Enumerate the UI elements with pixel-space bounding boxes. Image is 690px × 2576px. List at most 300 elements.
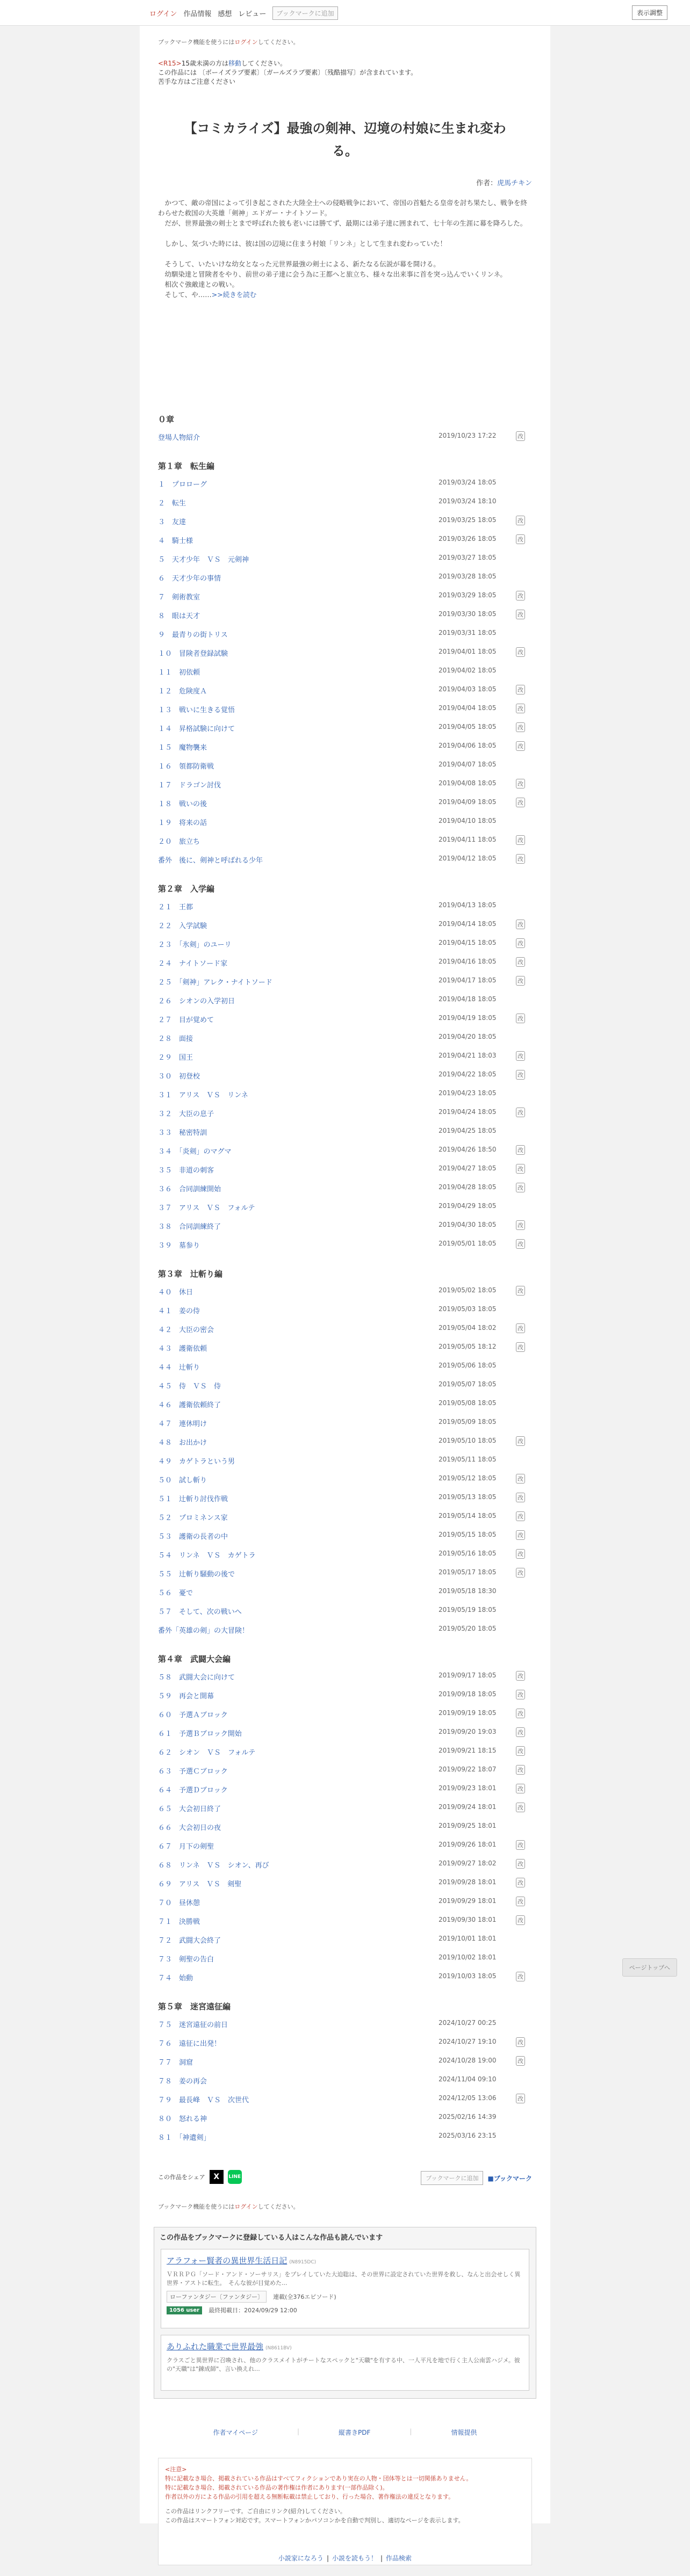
login-link[interactable]: ログイン [149,10,177,18]
episode-link[interactable]: ２２ 入学試験 [158,922,207,930]
revised-badge: 改 [516,1878,525,1887]
episode-link[interactable]: ６２ シオン ＶＳ フォルテ [158,1749,256,1757]
episode-link[interactable]: ４８ お出かけ [158,1439,207,1447]
caution-notice: 苦手な方はご注意ください [158,78,236,85]
episode-row [158,1378,532,1397]
episode-date: 2019/04/03 18:05 [439,685,497,693]
episode-row [158,974,532,993]
episode-row [158,899,532,918]
episode-link[interactable]: ７９ 最長峰 ＶＳ 次世代 [158,2096,249,2104]
episode-row [158,1951,532,1970]
episode-row [158,1857,532,1876]
revised-badge: 改 [516,704,525,713]
episode-date: 2019/05/05 18:12 [439,1343,497,1350]
episode-date: 2019/05/10 18:05 [439,1437,497,1444]
related-works [154,2227,536,2399]
revised-badge: 改 [516,854,525,864]
revised-badge: 改 [516,1342,525,1352]
revised-badge: 改 [516,685,525,694]
episode-date: 2019/09/19 18:05 [439,1709,497,1717]
episode-row [158,1068,532,1087]
episode-date: 2024/11/04 09:10 [439,2075,497,2083]
episode-link[interactable]: ５９ 再会と開幕 [158,1692,214,1701]
chapter-title: 第１章 転生編 [158,461,215,471]
vertical-pdf-link[interactable]: 縦書きPDF [339,2429,371,2436]
footer-link-yomou[interactable]: 小説を読もう！ [332,2555,377,2562]
revised-badge: 改 [516,1474,525,1484]
episode-link[interactable]: ７４ 始動 [158,1974,193,1982]
episode-link[interactable]: １９ 将来の話 [158,819,207,827]
episode-date: 2019/05/11 18:05 [439,1456,497,1463]
episode-link[interactable]: ３９ 墓参り [158,1242,200,1250]
x-share-icon[interactable]: X [210,2170,224,2184]
episode-date: 2019/04/07 18:05 [439,761,497,768]
episode-date: 2019/03/27 18:05 [439,554,497,561]
episode-date: 2019/09/25 18:01 [439,1822,497,1829]
episode-row [158,1322,532,1341]
episode-date: 2019/04/24 18:05 [439,1108,497,1116]
episode-link[interactable]: １６ 領都防衛戦 [158,763,214,771]
line-share-icon[interactable]: LINE [228,2170,242,2184]
episode-row [158,1745,532,1763]
revised-badge: 改 [516,534,525,544]
episode-row [158,1669,532,1688]
revised-badge: 改 [516,1840,525,1850]
top-bar [0,0,690,26]
episode-date: 2019/04/02 18:05 [439,667,497,674]
episode-link[interactable]: ６５ 大会初日終了 [158,1805,221,1813]
revised-badge: 改 [516,976,525,986]
episode-link[interactable]: ４１ 姜の侍 [158,1307,200,1315]
episode-link[interactable]: ７６ 遠征に出発！ [158,2040,221,2048]
synopsis-line: かつて、敵の帝国によって引き起こされた大陸全土への侵略戦争において、帝国の首魁たる皇帝を討ち果たし、戦争を終わらせた救国の大英雄「剣神」エドガー・ナイトソード。 [158,199,528,217]
related-title-link[interactable]: ありふれた職業で世界最強 [167,2342,264,2351]
revised-badge: 改 [516,1014,525,1023]
episode-row [158,1050,532,1068]
revised-badge: 改 [516,1530,525,1540]
revised-badge: 改 [516,2056,525,2066]
episode-row [158,796,532,815]
episode-link[interactable]: ２３ 「氷剣」のユーリ [158,941,232,949]
episode-row [158,570,532,589]
episode-link[interactable]: ７０ 昼休憩 [158,1899,200,1907]
episode-link[interactable]: ７２ 武闘大会終了 [158,1937,221,1945]
episode-date: 2019/04/18 18:05 [439,995,497,1003]
episode-date: 2019/04/21 18:03 [439,1052,497,1059]
episode-date: 2024/10/27 19:10 [439,2038,497,2045]
synopsis-line: 幼馴染達と冒険者をやり、前世の弟子達に会う為に王都へと旅立ち、様々な出来事に首を突っ込んでいくリンネ。 [158,270,507,278]
episode-link[interactable]: ６９ アリス ＶＳ 剣聖 [158,1880,242,1888]
revised-badge: 改 [516,1286,525,1296]
revised-badge: 改 [516,1897,525,1906]
episode-link[interactable]: １２ 危険度Ａ [158,688,207,696]
user-count-badge: 1056 user [167,2306,202,2314]
episode-date: 2019/04/05 18:05 [439,723,497,730]
episode-row [158,1031,532,1050]
display-settings-button[interactable]: 表示調整 [632,5,667,20]
episode-link[interactable]: ２ 転生 [158,500,186,508]
episode-row [158,852,532,871]
episode-date: 2019/09/20 19:03 [439,1728,497,1735]
episode-link[interactable]: ６４ 予選Ｄブロック [158,1786,228,1794]
synopsis-line: しかし、気づいた時には、彼は国の辺境に住まう村娘「リンネ」として生まれ変わっていた！ [158,240,447,248]
episode-link[interactable]: ３３ 秘密特訓 [158,1129,207,1137]
revised-badge: 改 [516,1070,525,1080]
episode-link[interactable]: ４６ 護衛依頼終了 [158,1401,221,1409]
episode-date: 2019/09/17 18:05 [439,1671,497,1679]
episode-date: 2025/03/16 23:15 [439,2132,497,2139]
episode-row [158,2054,532,2073]
episode-row [158,1491,532,1510]
episode-link[interactable]: ７３ 剣聖の告白 [158,1956,214,1964]
episode-date: 2019/03/26 18:05 [439,535,497,542]
revised-badge: 改 [516,1568,525,1578]
synopsis-line: そうして、いたいけな幼女となった元世界最強の剣士による、新たなる伝説が幕を開ける。 [158,260,440,268]
episode-link[interactable]: ６ 天才少年の事情 [158,575,221,583]
episode-date: 2019/03/31 18:05 [439,629,497,636]
episode-date: 2019/05/16 18:05 [439,1550,497,1557]
episode-link[interactable]: ４２ 大臣の密会 [158,1326,214,1334]
revised-badge: 改 [516,1436,525,1446]
caution-box: <注意> 特に記載なき場合、掲載されている作品はすべてフィクションであり実在の人物・団体等とは一切関係ありません。 特に記載なき場合、掲載されている作品の著作権は作者にあります(一部作品除く)。 作者以外の方による作品の引用を超える無断転載は禁止しており、行った場合、著作権法の違反となります。 この作品はリンクフリーです。ご自由にリンク(紹介)してください。 この作品はスマートフォン対応です。スマートフォンかパソコンかを自動で判別し、適切なページを表示します。 [158,2458,532,2565]
episode-row [158,533,532,552]
episode-link[interactable]: ３５ 非道の刺客 [158,1167,214,1175]
episode-link[interactable]: ６１ 予選Ｂブロック開始 [158,1730,242,1738]
episode-date: 2019/05/03 18:05 [439,1305,497,1313]
episode-date: 2019/04/14 18:05 [439,920,497,928]
episode-row [158,627,532,646]
episode-row [158,1839,532,1857]
episode-row [158,1726,532,1745]
episode-row [158,956,532,974]
episode-link[interactable]: １３ 戦いに生きる覚悟 [158,706,235,714]
read-more-link[interactable]: >>続きを読む [211,291,257,299]
episode-date: 2019/03/30 18:05 [439,610,497,618]
episode-link[interactable]: ３６ 合同訓練開始 [158,1185,221,1193]
related-card: ありふれた職業で世界最強 (N8611BV) クラスごと異世界に召喚され、他のクラスメイトがチートなスペックと"天職"を有する中、一人平凡を地で行く主人公南雲ハジメ。彼の"天職"は"錬成師"、言い換えれ... [161,2335,529,2391]
episode-date: 2019/04/20 18:05 [439,1033,497,1040]
episode-row [158,758,532,777]
episode-date: 2019/09/29 18:01 [439,1897,497,1905]
works-info-link[interactable]: 作品情報 [183,10,212,18]
episode-link[interactable]: ２６ シオンの入学初日 [158,997,235,1005]
episode-link[interactable]: ２５ 「剣神」アレク・ナイトソード [158,979,272,987]
episode-date: 2019/09/26 18:01 [439,1841,497,1848]
episode-row [158,1106,532,1125]
episode-date: 2019/04/30 18:05 [439,1221,497,1228]
episode-link[interactable]: ４４ 辻斬り [158,1364,200,1372]
episode-row [158,1341,532,1359]
episode-date: 2019/04/09 18:05 [439,798,497,806]
episode-row [158,1012,532,1031]
episode-link[interactable]: ５５ 辻斬り騒動の後で [158,1571,235,1579]
episode-date: 2019/09/30 18:01 [439,1916,497,1923]
episode-date: 2019/05/19 18:05 [439,1606,497,1613]
episode-link[interactable]: ２１ 王都 [158,903,193,911]
episode-row [158,1510,532,1529]
novel-footer-links: 作者マイページ | 縦書きPDF | 情報提供 [213,2428,477,2436]
episode-date: 2019/09/23 18:01 [439,1784,497,1792]
episode-link[interactable]: ４７ 連休明け [158,1420,207,1428]
revised-badge: 改 [516,2094,525,2103]
episode-link[interactable]: ３８ 合同訓練終了 [158,1223,221,1231]
episode-row [158,1688,532,1707]
report-link[interactable]: 情報提供 [451,2429,477,2436]
episode-link[interactable]: ４０ 休日 [158,1289,193,1297]
episode-date: 2019/04/08 18:05 [439,779,497,787]
episode-link[interactable]: １０ 冒険者登録試験 [158,650,228,658]
episode-row [158,721,532,740]
episode-link[interactable]: ９ 最青りの街トリス [158,631,228,639]
episode-link[interactable]: ４ 騎士様 [158,537,193,545]
revised-badge: 改 [516,1549,525,1559]
revised-badge: 改 [516,722,525,732]
episode-link[interactable]: 登場人物紹介 [158,434,200,442]
episode-row [158,1472,532,1491]
related-title-link[interactable]: アラフォー賢者の異世界生活日記 [167,2256,288,2266]
episode-date: 2019/03/29 18:05 [439,591,497,599]
related-card: アラフォー賢者の異世界生活日記 (N8915DC) ＶＲＲＰＧ「ソード・アンド・ソーサリス」をプレイしていた大迫聡は、その世界に設定されていた世界を救し、なんと出会せしく異世界・アストに転生。 そんな彼が目覚めた... ローファンタジー〔ファンタジー〕 連載(全376エピソード) 1056 user 最終掲載日：2024/09/29 12:00 [161,2249,529,2328]
episode-link[interactable]: ８０ 怒れる神 [158,2115,207,2123]
episode-row [158,1238,532,1256]
episode-date: 2019/04/15 18:05 [439,939,497,946]
episode-row [158,1585,532,1604]
episode-link[interactable]: ８１ 「神遺剣」 [158,2134,211,2142]
episode-link[interactable]: ７５ 迷宮遠征の前日 [158,2021,228,2029]
episode-date: 2025/02/16 14:39 [439,2113,497,2121]
episode-date: 2019/04/11 18:05 [439,836,497,843]
review-link[interactable]: レビュー [238,10,267,18]
revised-badge: 改 [516,835,525,845]
author-mypage-link[interactable]: 作者マイページ [213,2429,258,2436]
episode-date: 2024/10/28 19:00 [439,2057,497,2064]
episode-link[interactable]: ５６ 憂で [158,1589,193,1597]
episode-link[interactable]: ６８ リンネ ＶＳ シオン、再び [158,1862,269,1870]
synopsis-line: だが、世界最強の剣士とまで呼ばれた彼も老いには勝てず、最期には弟子達に囲まれて、七十年の生涯に幕を降ろした。 [158,219,527,227]
episode-row [158,1125,532,1144]
episode-date: 2019/04/17 18:05 [439,976,497,984]
episode-link[interactable]: １４ 昇格試験に向けて [158,725,235,733]
chapter-title: 第４章 武闘大会編 [158,1654,231,1664]
episode-link[interactable]: ７７ 洞窟 [158,2059,193,2067]
revised-badge: 改 [516,741,525,751]
episode-row [158,2017,532,2036]
episode-row [158,1895,532,1914]
episode-link[interactable]: ５８ 武闘大会に向けて [158,1674,235,1682]
episode-link[interactable]: １７ ドラゴン討伐 [158,782,221,790]
episode-link[interactable]: ２９ 国王 [158,1054,193,1062]
episode-row [158,1820,532,1839]
table-of-contents [158,402,532,2148]
revised-badge: 改 [516,1803,525,1812]
impressions-link[interactable]: 感想 [218,10,232,18]
related-meta: ローファンタジー〔ファンタジー〕 連載(全376エピソード) [167,2291,523,2303]
episode-date: 2019/05/13 18:05 [439,1493,497,1501]
revised-badge: 改 [516,1493,525,1502]
episode-link[interactable]: ３０ 初登校 [158,1073,200,1081]
footer-link-search[interactable]: 作品検索 [386,2555,412,2562]
episode-date: 2019/04/26 18:50 [439,1146,497,1153]
episode-link[interactable]: ４９ カゲトラという男 [158,1458,235,1466]
episode-link[interactable]: ２４ ナイトソード家 [158,960,228,968]
bookmark-add-button-bottom[interactable]: ブックマークに追加 [421,2171,483,2185]
episode-link[interactable]: １８ 戦いの後 [158,800,207,808]
episode-date: 2019/05/18 18:30 [439,1587,497,1595]
episode-date: 2019/09/21 18:15 [439,1747,497,1754]
episode-link[interactable]: ５０ 試し斬り [158,1477,207,1485]
episode-date: 2019/05/08 18:05 [439,1399,497,1407]
episode-link[interactable]: ３２ 大臣の息子 [158,1110,214,1118]
revised-badge: 改 [516,1108,525,1117]
episode-date: 2019/05/01 18:05 [439,1240,497,1247]
episode-row [158,1876,532,1895]
chapter-title: 第３章 辻斬り編 [158,1269,223,1279]
episode-link[interactable]: ２７ 目が覚めて [158,1016,214,1024]
synopsis-more: そして、や……>>続きを読む [158,291,257,299]
age-move-link[interactable]: 移動 [228,60,242,67]
episode-date: 2019/04/06 18:05 [439,742,497,749]
episode-date: 2024/12/05 13:06 [439,2094,497,2102]
episode-link[interactable]: １１ 初依頼 [158,669,200,677]
revised-badge: 改 [516,1145,525,1155]
episode-link[interactable]: ５３ 護衛の長者の中 [158,1533,228,1541]
episode-link[interactable]: ６３ 予選Ｃブロック [158,1768,228,1776]
related-summary: ＶＲＲＰＧ「ソード・アンド・ソーサリス」をプレイしていた大迫聡は、その世界に設定されていた世界を救し、なんと出会せしく異世界・アストに転生。 そんな彼が目覚めた... [167,2271,521,2286]
episode-row [158,1359,532,1378]
episode-link[interactable]: ５ 天才少年 ＶＳ 元剣神 [158,556,249,564]
episode-link[interactable]: ５２ プロミネンス家 [158,1514,228,1522]
episode-date: 2019/04/16 18:05 [439,958,497,965]
page-top-button[interactable]: ページトップへ [622,1958,677,1977]
episode-link[interactable]: ４５ 侍 ＶＳ 侍 [158,1383,221,1391]
episode-link[interactable]: ３１ アリス ＶＳ リンネ [158,1091,248,1099]
revised-badge: 改 [516,1915,525,1925]
episode-link[interactable]: ５４ リンネ ＶＳ カゲトラ [158,1552,256,1560]
episode-link[interactable]: ２０ 旅立ち [158,838,200,846]
episode-link[interactable]: １５ 魔物襲来 [158,744,207,752]
episode-row [158,1623,532,1641]
episode-row [158,2130,532,2148]
episode-row [158,777,532,796]
episode-link[interactable]: ７ 剣術教室 [158,594,200,602]
bookmark-login-link-bottom[interactable]: ログイン [234,2203,258,2210]
bookmark-add-button[interactable]: ブックマークに追加 [272,6,337,20]
episode-row [158,1416,532,1435]
revised-badge: 改 [516,1220,525,1230]
episode-link[interactable]: ６７ 月下の剣聖 [158,1843,214,1851]
episode-date: 2019/03/28 18:05 [439,573,497,580]
revised-badge: 改 [516,591,525,600]
episode-link[interactable]: ４３ 護衛依頼 [158,1345,207,1353]
episode-date: 2019/04/25 18:05 [439,1127,497,1134]
episode-date: 2019/04/10 18:05 [439,817,497,824]
revised-badge: 改 [516,1972,525,1981]
episode-row [158,1219,532,1238]
episode-date: 2019/10/23 17:22 [439,432,497,439]
main-content [140,26,550,2523]
episode-link[interactable]: ３ 友達 [158,518,186,526]
bookmark-link[interactable]: ■ブックマーク [487,2174,532,2182]
episode-date: 2019/05/02 18:05 [439,1286,497,1294]
episode-date: 2019/03/24 18:05 [439,479,497,486]
bookmark-login-link[interactable]: ログイン [234,39,258,46]
share-area: この作品をシェア X LINE [158,2170,242,2184]
revised-badge: 改 [516,610,525,619]
episode-date: 2019/04/27 18:05 [439,1164,497,1172]
episode-link[interactable]: ８ 眼は天才 [158,612,200,620]
episode-row [158,834,532,852]
revised-badge: 改 [516,1709,525,1718]
episode-row [158,683,532,702]
episode-row [158,1284,532,1303]
r15-badge: <R15> [158,60,182,67]
revised-badge: 改 [516,1727,525,1737]
episode-link[interactable]: ５１ 辻斬り討伐作戦 [158,1495,228,1503]
episode-row [158,514,532,533]
episode-date: 2019/05/06 18:05 [439,1362,497,1369]
revised-badge: 改 [516,779,525,788]
author-link[interactable]: 虎馬チキン [497,179,532,187]
revised-badge: 改 [516,431,525,441]
episode-date: 2019/05/07 18:05 [439,1380,497,1388]
episode-link[interactable]: 番外「英雄の剣」の大冒険！ [158,1627,249,1635]
episode-link[interactable]: ３７ アリス ＶＳ フォルテ [158,1204,255,1212]
top-nav [149,6,338,20]
episode-link[interactable]: ６０ 予選Ａブロック [158,1711,228,1719]
chapter-title: 第５章 迷宮遠征編 [158,2002,231,2011]
episode-date: 2019/10/03 18:05 [439,1972,497,1980]
episode-row [158,476,532,495]
episode-link[interactable]: ６６ 大会初日の夜 [158,1824,221,1832]
revised-badge: 改 [516,1183,525,1192]
episode-row [158,1547,532,1566]
revised-badge: 改 [516,938,525,948]
footer-link-narou[interactable]: 小説家になろう [278,2555,324,2562]
episode-row [158,664,532,683]
episode-link[interactable]: ５７ そして、次の戦いへ [158,1608,242,1616]
episode-date: 2019/09/28 18:01 [439,1878,497,1886]
episode-link[interactable]: １ プロローグ [158,481,207,489]
episode-date: 2019/04/13 18:05 [439,901,497,909]
episode-link[interactable]: ７１ 決勝戦 [158,1918,200,1926]
episode-row [158,1303,532,1322]
episode-row [158,589,532,608]
chapter-title: 第２章 入学編 [158,884,215,894]
genre-tag[interactable]: ローファンタジー〔ファンタジー〕 [167,2291,267,2303]
revised-badge: 改 [516,2037,525,2047]
site-footer: 小説家になろう | 小説を読もう！ | 作品検索 [278,2555,412,2562]
revised-badge: 改 [516,1323,525,1333]
episode-date: 2019/09/24 18:01 [439,1803,497,1811]
episode-row [158,2111,532,2130]
episode-row [158,1707,532,1726]
episode-row [158,1970,532,1989]
revised-badge: 改 [516,1511,525,1521]
episode-date: 2019/05/14 18:05 [439,1512,497,1519]
revised-badge: 改 [516,1784,525,1793]
episode-link[interactable]: ２８ 面接 [158,1035,193,1043]
episode-link[interactable]: ３４ 「炎剣」のマグマ [158,1148,232,1156]
synopsis-line [158,249,532,259]
episode-date: 2019/03/25 18:05 [439,516,497,524]
episode-row [158,2092,532,2111]
episode-row [158,740,532,758]
episode-link[interactable]: 番外 後に、剣神と呼ばれる少年 [158,857,263,865]
episode-row [158,1200,532,1219]
episode-link[interactable]: ７８ 姜の再会 [158,2078,207,2086]
episode-row [158,1144,532,1162]
episode-date: 2019/09/18 18:05 [439,1690,497,1698]
